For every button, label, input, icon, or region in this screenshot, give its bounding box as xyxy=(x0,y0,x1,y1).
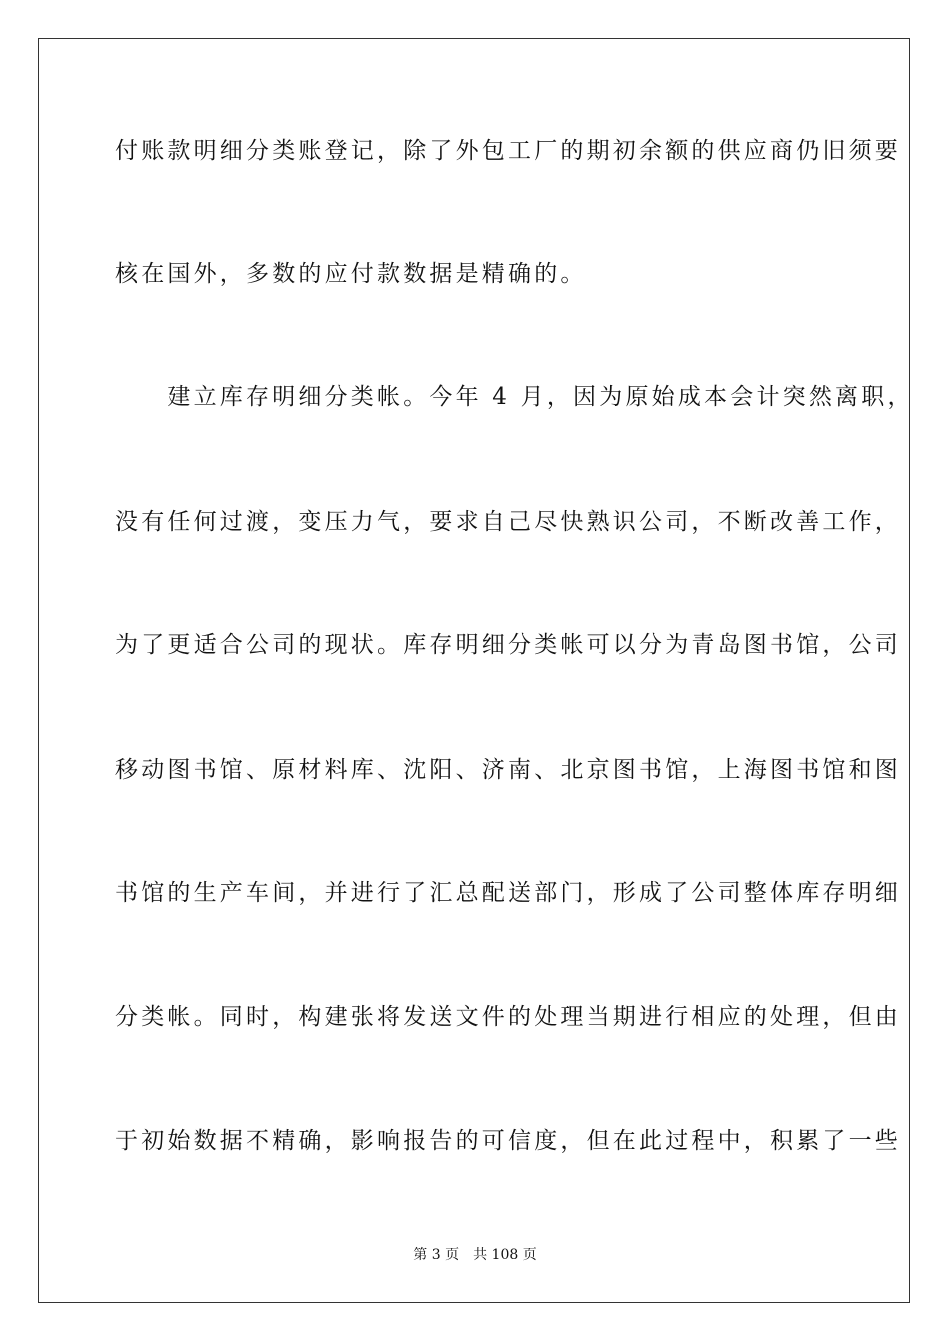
body-text-line: 分类帐。同时，构建张将发送文件的处理当期进行相应的处理，但由 xyxy=(115,1004,901,1030)
body-text-line: 付账款明细分类账登记，除了外包工厂的期初余额的供应商仍旧须要 xyxy=(115,138,901,164)
page-number-footer: 第 3 页 共 108 页 xyxy=(413,1247,537,1263)
body-text-line: 移动图书馆、原材料库、沈阳、济南、北京图书馆，上海图书馆和图 xyxy=(115,757,901,783)
page-border xyxy=(38,38,914,1303)
body-text-line: 核在国外，多数的应付款数据是精确的。 xyxy=(115,261,587,287)
body-text-line: 于初始数据不精确，影响报告的可信度，但在此过程中，积累了一些 xyxy=(115,1128,901,1154)
body-text-line: 建立库存明细分类帐。今年 4 月，因为原始成本会计突然离职， xyxy=(115,384,914,410)
body-text-line: 书馆的生产车间，并进行了汇总配送部门，形成了公司整体库存明细 xyxy=(115,880,901,906)
body-text-line: 为了更适合公司的现状。库存明细分类帐可以分为青岛图书馆，公司 xyxy=(115,632,901,658)
body-text-line: 没有任何过渡，变压力气，要求自己尽快熟识公司，不断改善工作， xyxy=(115,509,901,535)
